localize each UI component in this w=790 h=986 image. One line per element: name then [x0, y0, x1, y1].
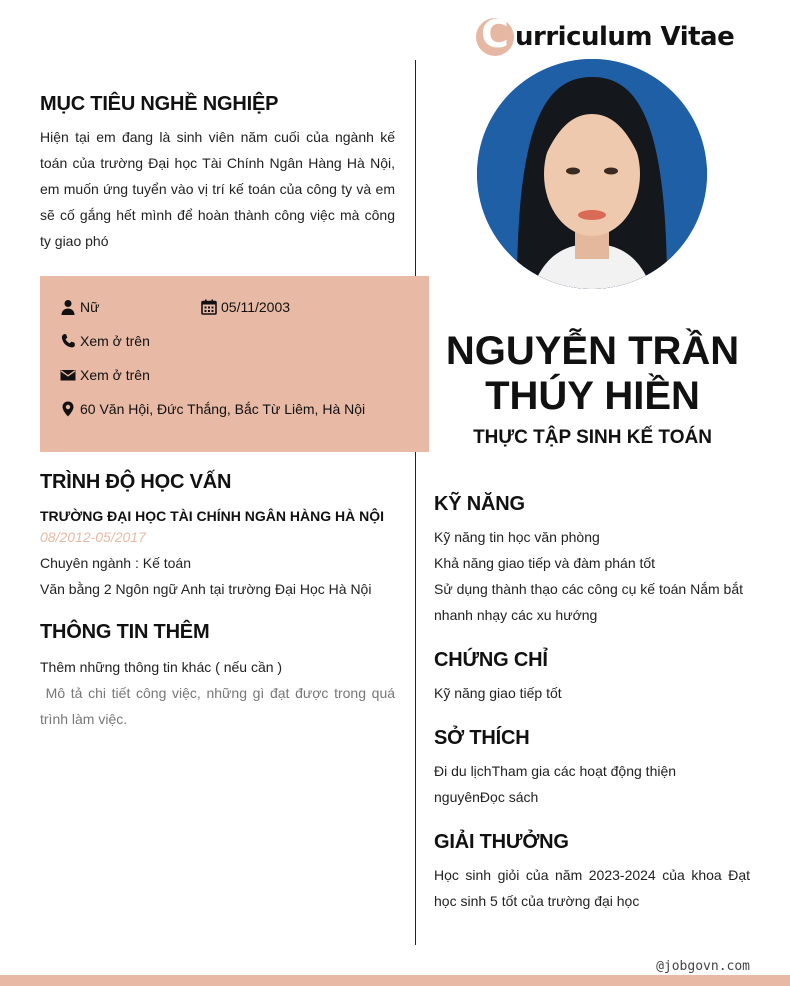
phone-icon: [60, 333, 76, 349]
objective-heading: MỤC TIÊU NGHỀ NGHIỆP: [40, 93, 279, 115]
awards-heading: GIẢI THƯỞNG: [434, 831, 569, 853]
contact-box: [40, 276, 429, 452]
logo-text: urriculum Vitae: [515, 22, 735, 52]
portrait-illustration: [477, 59, 707, 289]
hobbies-heading: SỞ THÍCH: [434, 727, 530, 749]
location-pin-icon: [60, 401, 76, 417]
person-icon: [60, 299, 76, 315]
school-name: TRƯỜNG ĐẠI HỌC TÀI CHÍNH NGÂN HÀNG HÀ NỘI: [40, 508, 384, 524]
gender-item: [60, 299, 99, 315]
skill-item: Khả năng giao tiếp và đàm phán tốt: [434, 555, 656, 571]
calendar-icon: [201, 299, 217, 315]
extra-section: [40, 621, 399, 732]
extra-line2: Mô tả chi tiết công việc, những gì đạt được trong quá trình làm việc.: [40, 685, 399, 727]
envelope-icon: [60, 367, 76, 383]
skills-section: [434, 493, 750, 628]
job-role: THỰC TẬP SINH KẾ TOÁN: [473, 427, 712, 448]
certificates-heading: CHỨNG CHỈ: [434, 649, 548, 671]
education-period: 08/2012-05/2017: [40, 529, 146, 545]
full-name-line1: NGUYỄN TRẦN: [445, 329, 740, 373]
education-heading: TRÌNH ĐỘ HỌC VẤN: [40, 471, 232, 493]
birthdate-item: [201, 299, 290, 315]
skill-item: Sử dụng thành thạo các công cụ kế toán Nắm bắt nhanh nhạy các xu hướng: [434, 581, 744, 623]
email-text: Xem ở trên: [80, 367, 150, 383]
logo-letter: C: [481, 12, 509, 56]
hobbies-section: [434, 727, 750, 810]
objective-section: [40, 93, 395, 254]
logo-circle: [476, 12, 514, 56]
education-section: [40, 471, 410, 602]
bottom-accent-bar: [0, 975, 790, 986]
gender-text: Nữ: [80, 299, 100, 315]
address-text: 60 Văn Hội, Đức Thắng, Bắc Từ Liêm, Hà Nội: [80, 401, 366, 417]
column-divider: [415, 60, 416, 945]
address-item: [60, 401, 365, 417]
phone-item: [60, 333, 150, 349]
extra-heading: THÔNG TIN THÊM: [40, 621, 210, 643]
birthdate-text: 05/11/2003: [221, 299, 291, 315]
objective-text: Hiện tại em đang là sinh viên năm cuối của ngành kế toán của trường Đại học Tài Chính Ngân Hàng Hà Nội, em muốn ứng tuyển vào vị trí kế toán của công ty và em sẽ cố gắng hết mình để hoàn thành công việc mà công ty giao phó: [40, 129, 395, 249]
hobbies-text: Đi du lịchTham gia các hoạt động thiện nguyênĐọc sách: [434, 763, 677, 805]
skill-item: Kỹ năng tin học văn phòng: [434, 529, 600, 545]
email-item: [60, 367, 150, 383]
awards-text: Học sinh giỏi của năm 2023-2024 của khoa Đạt học sinh 5 tốt của trường đại học: [434, 867, 750, 909]
education-major: Chuyên ngành : Kế toán: [40, 555, 192, 571]
phone-text: Xem ở trên: [80, 333, 150, 349]
awards-section: [434, 831, 750, 914]
certificates-section: [434, 649, 750, 706]
education-second-degree: Văn bằng 2 Ngôn ngữ Anh tại trường Đại Học Hà Nội: [40, 581, 372, 597]
cv-logo: [476, 12, 735, 56]
profile-photo: [477, 59, 707, 289]
full-name-line2: THÚY HIỀN: [485, 374, 700, 418]
footer-watermark: @jobgovn.com: [656, 959, 750, 974]
skills-heading: KỸ NĂNG: [434, 493, 525, 515]
extra-line1: Thêm những thông tin khác ( nếu cần ): [40, 659, 283, 675]
certificates-text: Kỹ năng giao tiếp tốt: [434, 685, 562, 701]
